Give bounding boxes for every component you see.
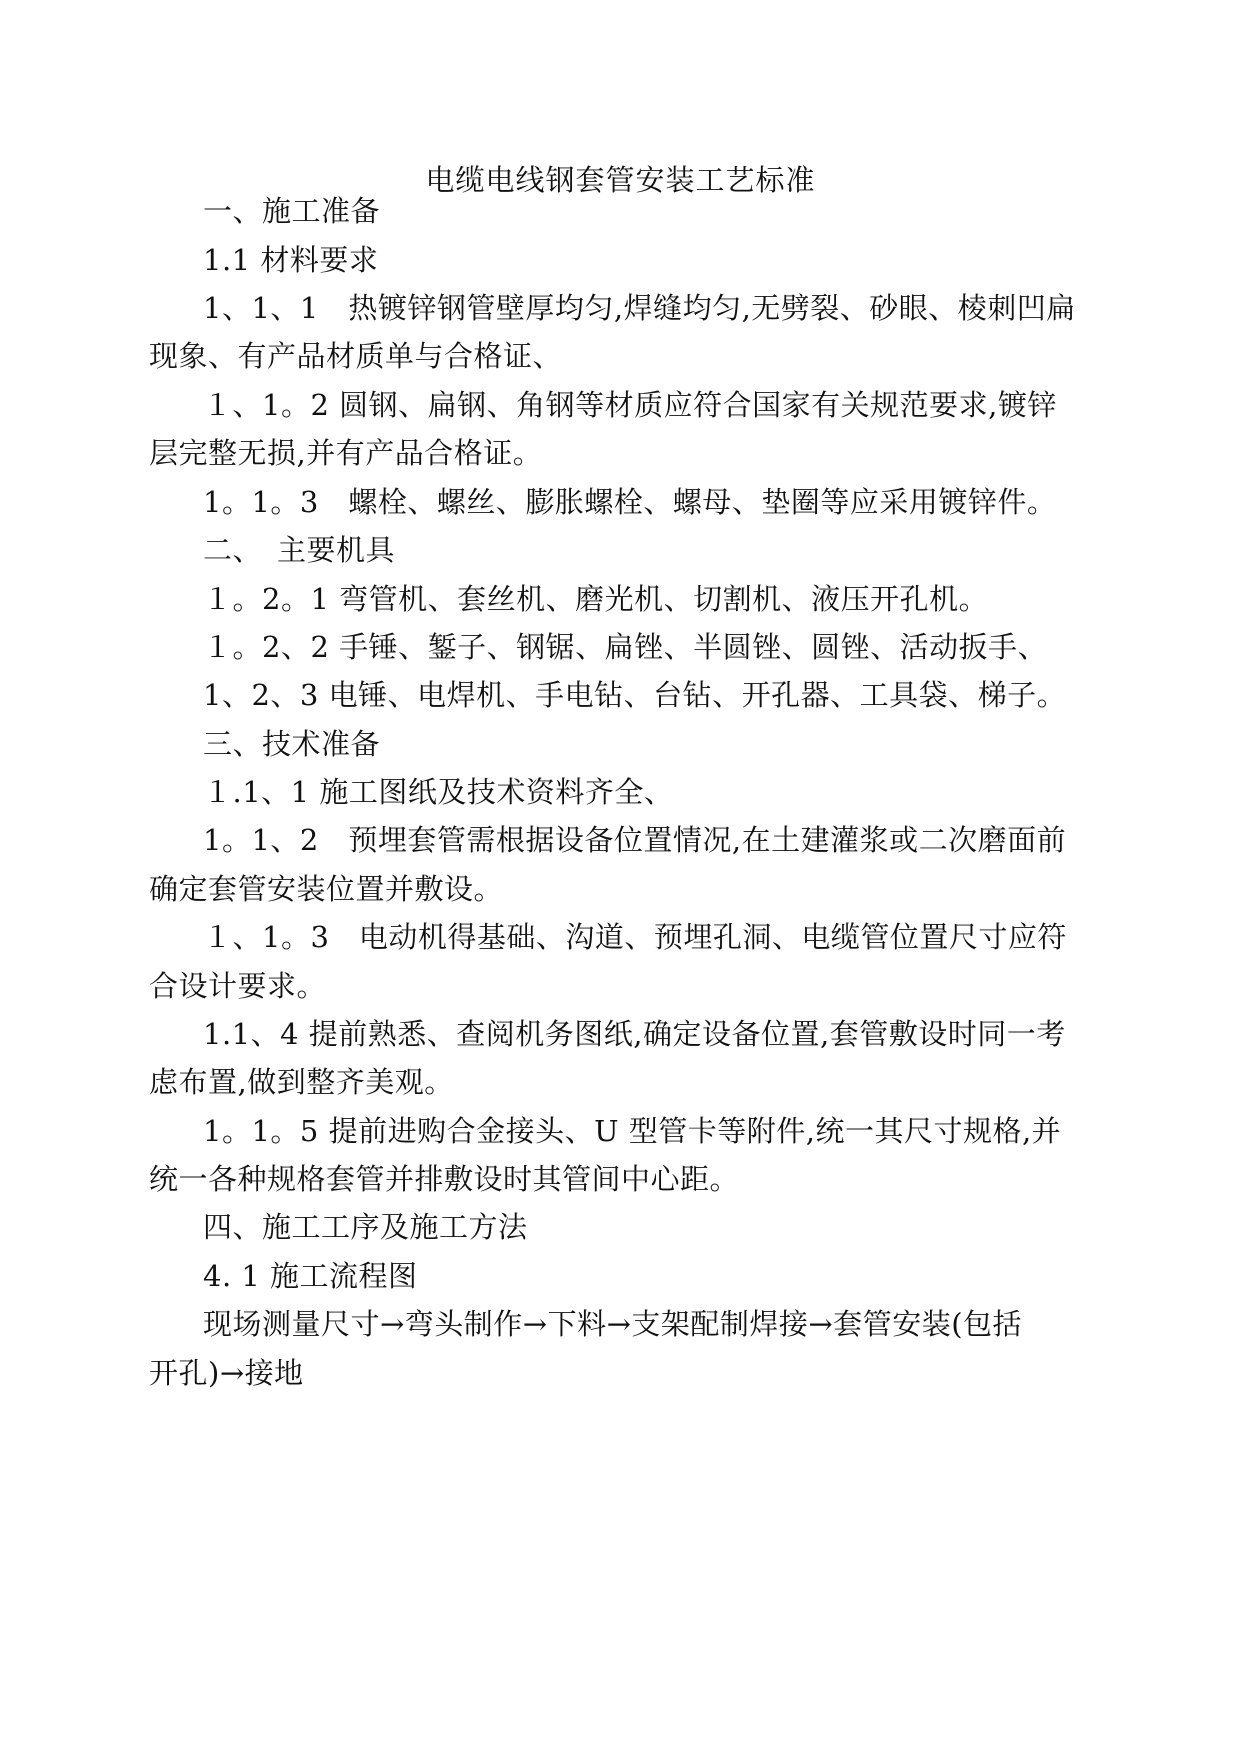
paragraph-line: 1。1。5 提前进购合金接头、U 型管卡等附件,统一其尺寸规格,并 <box>203 1114 1062 1148</box>
paragraph-line: 确定套管安装位置并敷设。 <box>149 872 504 906</box>
paragraph-line: 开孔)→接地 <box>149 1356 304 1390</box>
paragraph-line: 1.1、4 提前熟悉、查阅机务图纸,确定设备位置,套管敷设时同一考 <box>203 1017 1066 1051</box>
document-title: 电缆电线钢套管安装工艺标准 <box>425 163 816 197</box>
paragraph-line: １、1。2 圆钢、扁钢、角钢等材质应符合国家有关规范要求,镀锌 <box>203 388 1057 422</box>
section-4-heading: 四、施工工序及施工方法 <box>203 1210 528 1244</box>
paragraph-line: 合设计要求。 <box>149 969 327 1003</box>
paragraph-line: 1。1、2 预埋套管需根据设备位置情况,在土建灌浆或二次磨面前 <box>203 823 1067 857</box>
paragraph-line: 现象、有产品材质单与合格证、 <box>149 339 563 373</box>
paragraph-line: 1、2、3 电锤、电焊机、手电钻、台钻、开孔器、工具袋、梯子。 <box>203 678 1067 712</box>
section-1-heading: 一、施工准备 <box>203 194 381 228</box>
paragraph-line: 虑布置,做到整齐美观。 <box>149 1065 454 1099</box>
paragraph-line: １.1、1 施工图纸及技术资料齐全、 <box>203 775 674 809</box>
subsection-4-1-heading: 4. 1 施工流程图 <box>203 1259 418 1293</box>
paragraph-line: １。2。1 弯管机、套丝机、磨光机、切割机、液压开孔机。 <box>203 582 989 616</box>
paragraph-line: １。2、2 手锤、錾子、钢锯、扁锉、半圆锉、圆锉、活动扳手、 <box>203 630 1048 664</box>
paragraph-line: １、1。3 电动机得基础、沟道、预埋孔洞、电缆管位置尺寸应符 <box>203 920 1067 954</box>
section-2-heading: 二、 主要机具 <box>203 533 396 567</box>
subsection-1-1-heading: 1.1 材料要求 <box>203 243 379 277</box>
paragraph-line: 现场测量尺寸→弯头制作→下料→支架配制焊接→套管安装(包括 <box>203 1307 1023 1341</box>
section-3-heading: 三、技术准备 <box>203 727 381 761</box>
paragraph-line: 层完整无损,并有产品合格证。 <box>149 436 543 470</box>
paragraph-line: 1、1、1 热镀锌钢管壁厚均匀,焊缝均匀,无劈裂、砂眼、棱刺凹扁 <box>203 291 1076 325</box>
paragraph-line: 1。1。3 螺栓、螺丝、膨胀螺栓、螺母、垫圈等应采用镀锌件。 <box>203 485 1057 519</box>
paragraph-line: 统一各种规格套管并排敷设时其管间中心距。 <box>149 1162 740 1196</box>
